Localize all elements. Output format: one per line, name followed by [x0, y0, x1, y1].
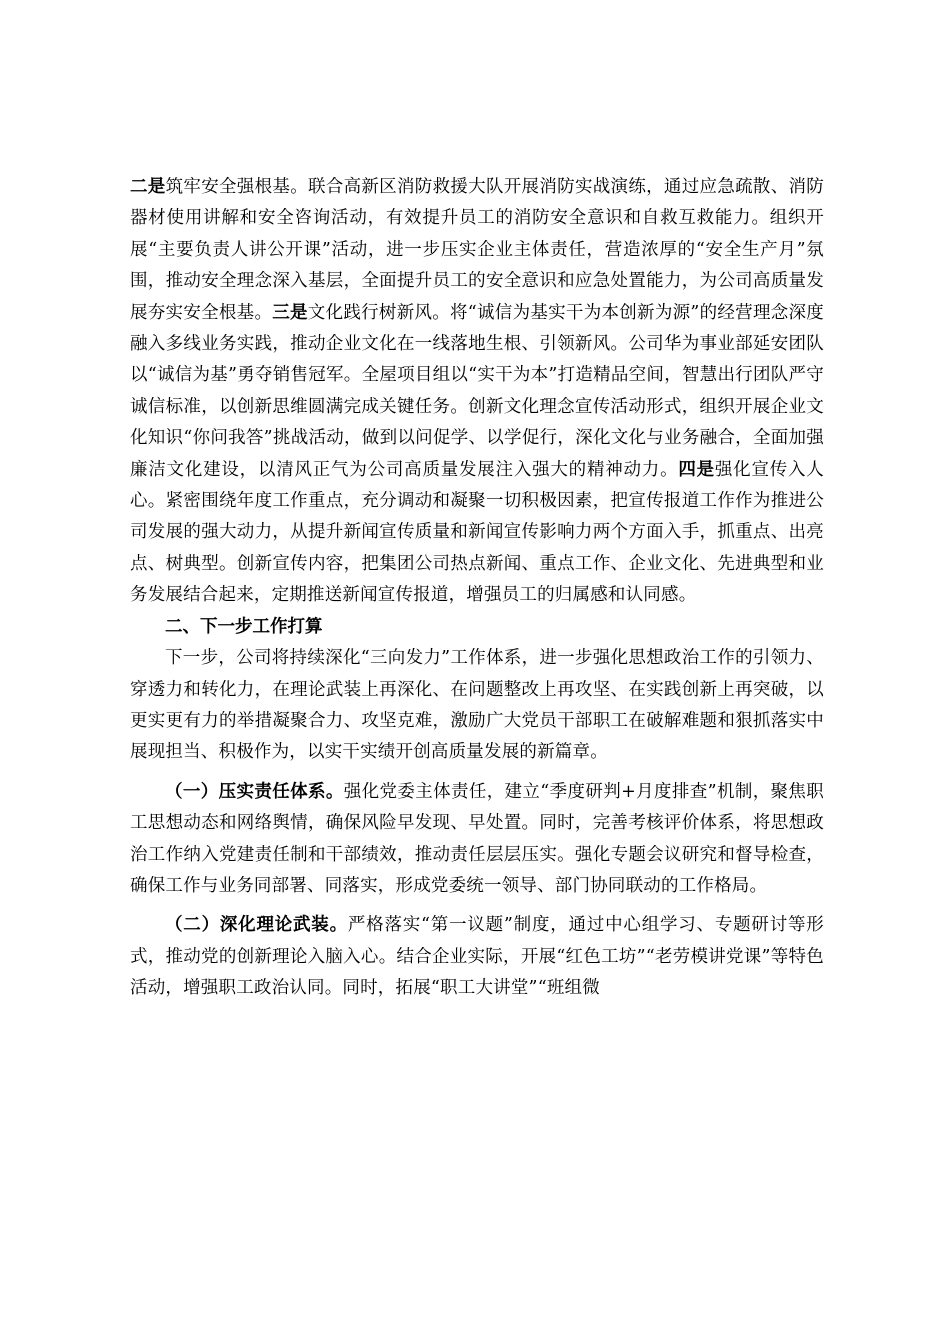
run-label-third: 三是 — [272, 302, 308, 323]
intro-paragraph: 下一步，公司将持续深化“三向发力”工作体系，进一步强化思想政治工作的引领力、穿透力和转化力，在理论武装上再深化、在问题整改上再攻坚、在实践创新上再突破，以更实更有力的举措凝聚合力、攻坚克难，激励广大党员干部职工在破解难题和狠抓落实中展现担当、积极作为，以实干实绩开创高质量发展的新篇章。 — [130, 648, 824, 763]
run-label-second: 二是 — [130, 177, 166, 197]
item-body-responsibility: 强化党委主体责任，建立“季度研判+月度排查”机制，聚焦职工思想动态和网络舆情，确保风险早发现、早处置。同时，完善考核评价体系，将思想政治工作纳入党建责任制和干部绩效，推动责任层层压实。强化专题会议研究和督导检查，确保工作与业务同部署、同落实，形成党委统一领导、部门协同联动的工作格局。 — [130, 781, 825, 896]
document-page — [130, 172, 824, 1005]
run-label-fourth: 四是 — [678, 459, 715, 480]
section-heading: 二、下一步工作打算 — [165, 616, 323, 637]
run-text-culture: 文化践行树新风。将“诚信为基实干为本创新为源”的经营理念深度融入多线业务实践，推动企业文化在一线落地生根、引领新风。公司华为事业部延安团队以“诚信为基”勇夺销售冠军。全屋项目组以“实干为本”打造精品空间，智慧出行团队严守诚信标准，以创新思维圆满完成关键任务。创新文化理念宣传活动形式，组织开展企业文化知识“你问我答”挑战活动，做到以问促学、以学促行，深化文化与业务融合，全面加强廉洁文化建设，以清风正气为公司高质量发展注入强大的精神动力。 — [130, 302, 824, 480]
item-title-theory: （二）深化理论武装。 — [165, 915, 348, 936]
item-title-responsibility: （一）压实责任体系。 — [165, 781, 344, 802]
item-body-theory: 严格落实“第一议题”制度，通过中心组学习、专题研讨等形式，推动党的创新理论入脑入心。结合企业实际，开展“红色工坊”“老劳模讲党课”等特色活动，增强职工政治认同。同时，拓展“职工大讲堂”“班组微 — [130, 915, 824, 999]
item-paragraph-responsibility — [130, 777, 824, 903]
item-paragraph-theory — [130, 910, 824, 1004]
run-text-publicity: 强化宣传入人心。紧密围绕年度工作重点，充分调动和凝聚一切积极因素，把宣传报道工作作为推进公司发展的强大动力，从提升新闻宣传质量和新闻宣传影响力两个方面入手，抓重点、出亮点、树典型。创新宣传内容，把集团公司热点新闻、重点工作、企业文化、先进典型和业务发展结合起来，定期推送新闻宣传报道，增强员工的归属感和认同感。 — [130, 459, 824, 606]
paragraph-safety-culture-publicity — [130, 172, 824, 612]
run-text-safety: 筑牢安全强根基。联合高新区消防救援大队开展消防实战演练，通过应急疏散、消防器材使用讲解和安全咨询活动，有效提升员工的消防安全意识和自救互救能力。组织开展“主要负责人讲公开课”活动，进一步压实企业主体责任，营造浓厚的“安全生产月”氛围，推动安全理念深入基层，全面提升员工的安全意识和应急处置能力，为公司高质量发展夯实安全根基。 — [130, 177, 824, 323]
